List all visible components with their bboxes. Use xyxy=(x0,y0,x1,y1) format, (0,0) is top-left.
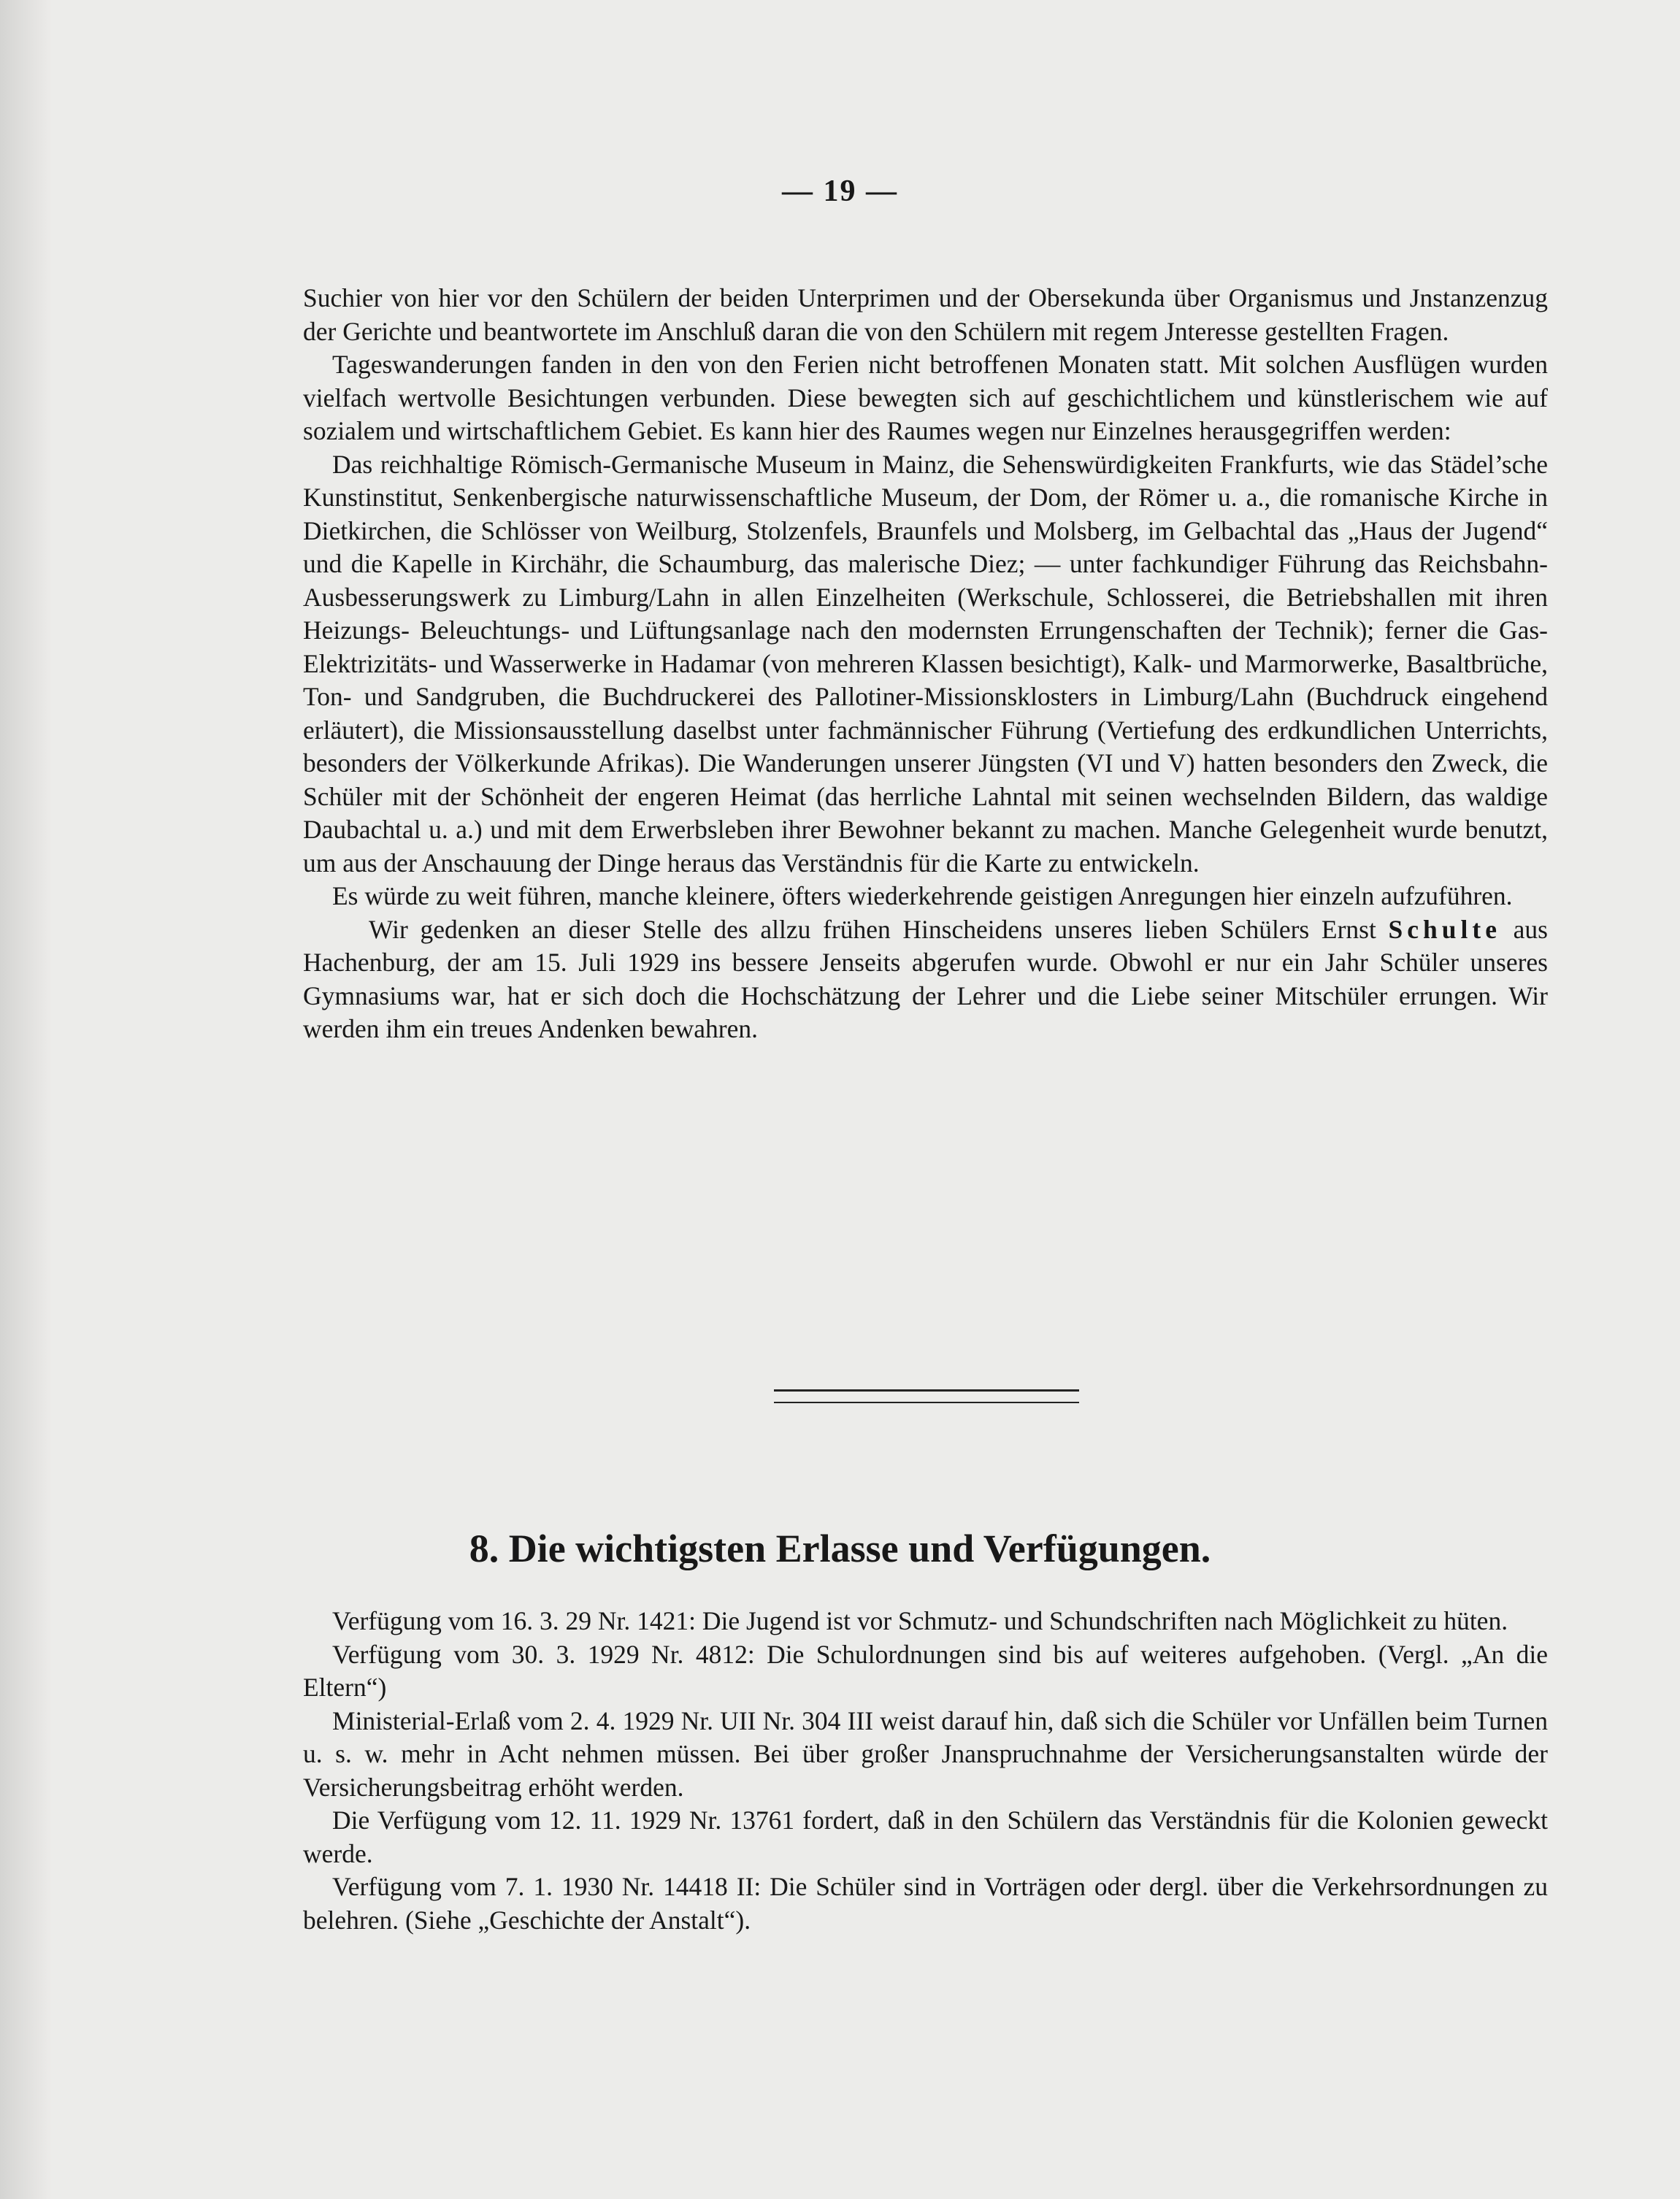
memorial-student-name: Schulte xyxy=(1388,914,1501,944)
paragraph-lecture-continued: Suchier von hier vor den Schülern der beiden Unterprimen und der Obersekunda über Organismus und Jnstanzenzug der Gerichte und beantwortete im Anschluß daran die von den Schülern mit regem Jnteresse gestellten Fragen. xyxy=(303,283,1548,346)
decrees-list xyxy=(303,1605,1548,1937)
section-title: 8. Die wichtigsten Erlasse und Verfügungen. xyxy=(469,1527,1211,1570)
decree-item: Verfügung vom 30. 3. 1929 Nr. 4812: Die Schulordnungen sind bis auf weiteres aufgehoben. (Vergl. „An die Eltern“) xyxy=(303,1639,1548,1702)
paragraph-day-trips: Tageswanderungen fanden in den von den Ferien nicht betroffenen Monaten statt. Mit solchen Ausflügen wurden vielfach wertvolle Besichtungen verbunden. Diese bewegten sich auf geschichtlichem und künstlerischem wie auf sozialem und wirtschaftlichem Gebiet. Es kann hier des Raumes wegen nur Einzelnes herausgegriffen werden: xyxy=(303,350,1548,445)
decree-item: Die Verfügung vom 12. 11. 1929 Nr. 13761 fordert, daß in den Schülern das Verständnis für die Kolonien geweckt werde. xyxy=(303,1805,1548,1868)
section-divider xyxy=(774,1389,1079,1403)
decree-item: Ministerial-Erlaß vom 2. 4. 1929 Nr. UII Nr. 304 III weist darauf hin, daß sich die Schüler vor Unfällen beim Turnen u. s. w. mehr in Acht nehmen müssen. Bei über großer Jnanspruchnahme der Versicherungsanstalten würde der Versicherungsbeitrag erhöht werden. xyxy=(303,1705,1548,1802)
memorial-text-before: Wir gedenken an dieser Stelle des allzu frühen Hinscheidens unseres lieben Schülers Ernst xyxy=(369,914,1389,944)
paragraph-further-stimuli: Es würde zu weit führen, manche kleinere, öfters wiederkehrende geistigen Anregungen hier einzeln aufzuführen. xyxy=(332,881,1513,910)
page-number: — 19 — xyxy=(782,174,898,208)
paragraph-memorial xyxy=(303,913,1548,1046)
scan-page-edge xyxy=(0,0,51,2199)
paragraph-excursion-list: Das reichhaltige Römisch-Germanische Museum in Mainz, die Sehenswürdigkeiten Frankfurts, wie das Städel’sche Kunstinstitut, Senkenbergische naturwissenschaftliche Museum, der Dom, der Römer u. a., die romanische Kirche in Dietkirchen, die Schlösser von Weilburg, Stolzenfels, Braunfels und Molsberg, im Gelbachtal das „Haus der Jugend“ und die Kapelle in Kirchähr, die Schaumburg, das malerische Diez; — unter fachkundiger Führung das Reichsbahn-Ausbesserungswerk zu Limburg/Lahn in allen Einzelheiten (Werkschule, Schlosserei, die Betriebshallen mit ihren Heizungs- Beleuchtungs- und Lüftungsanlage nach den modernsten Errungenschaften der Technik); ferner die Gas- Elektrizitäts- und Wasserwerke in Hadamar (von mehreren Klassen besichtigt), Kalk- und Marmorwerke, Basaltbrüche, Ton- und Sandgruben, die Buchdruckerei des Pallotiner-Missionsklosters in Limburg/Lahn (Buchdruck eingehend erläutert), die Missionsausstellung daselbst unter fachmännischer Führung (Vertiefung des erdkundlichen Unterrichts, besonders der Völkerkunde Afrikas). Die Wanderungen unserer Jüngsten (VI und V) hatten besonders den Zweck, die Schüler mit der Schönheit der engeren Heimat (das herrliche Lahntal mit seinen wechselnden Bildern, das waldige Daubachtal u. a.) und mit dem Erwerbsleben ihrer Bewohner bekannt zu machen. Manche Gelegenheit wurde benutzt, um aus der Anschauung der Dinge heraus das Verständnis für die Karte zu entwickeln. xyxy=(303,449,1548,878)
memorial-text-after: aus Hachenburg, der am 15. Juli 1929 ins bessere Jenseits abgerufen wurde. Obwohl er nur ein Jahr Schüler unseres Gymnasiums war, hat er sich doch die Hochschätzung der Lehrer und die Liebe seiner Mitschüler errungen. Wir werden ihm ein treues Andenken bewahren. xyxy=(303,914,1548,1043)
decree-item: Verfügung vom 16. 3. 29 Nr. 1421: Die Jugend ist vor Schmutz- und Schundschriften nach Möglichkeit zu hüten. xyxy=(332,1606,1508,1635)
decree-item: Verfügung vom 7. 1. 1930 Nr. 14418 II: Die Schüler sind in Vorträgen oder dergl. über die Verkehrsordnungen zu belehren. (Siehe „Geschichte der Anstalt“). xyxy=(303,1872,1548,1935)
body-text xyxy=(303,282,1548,1046)
